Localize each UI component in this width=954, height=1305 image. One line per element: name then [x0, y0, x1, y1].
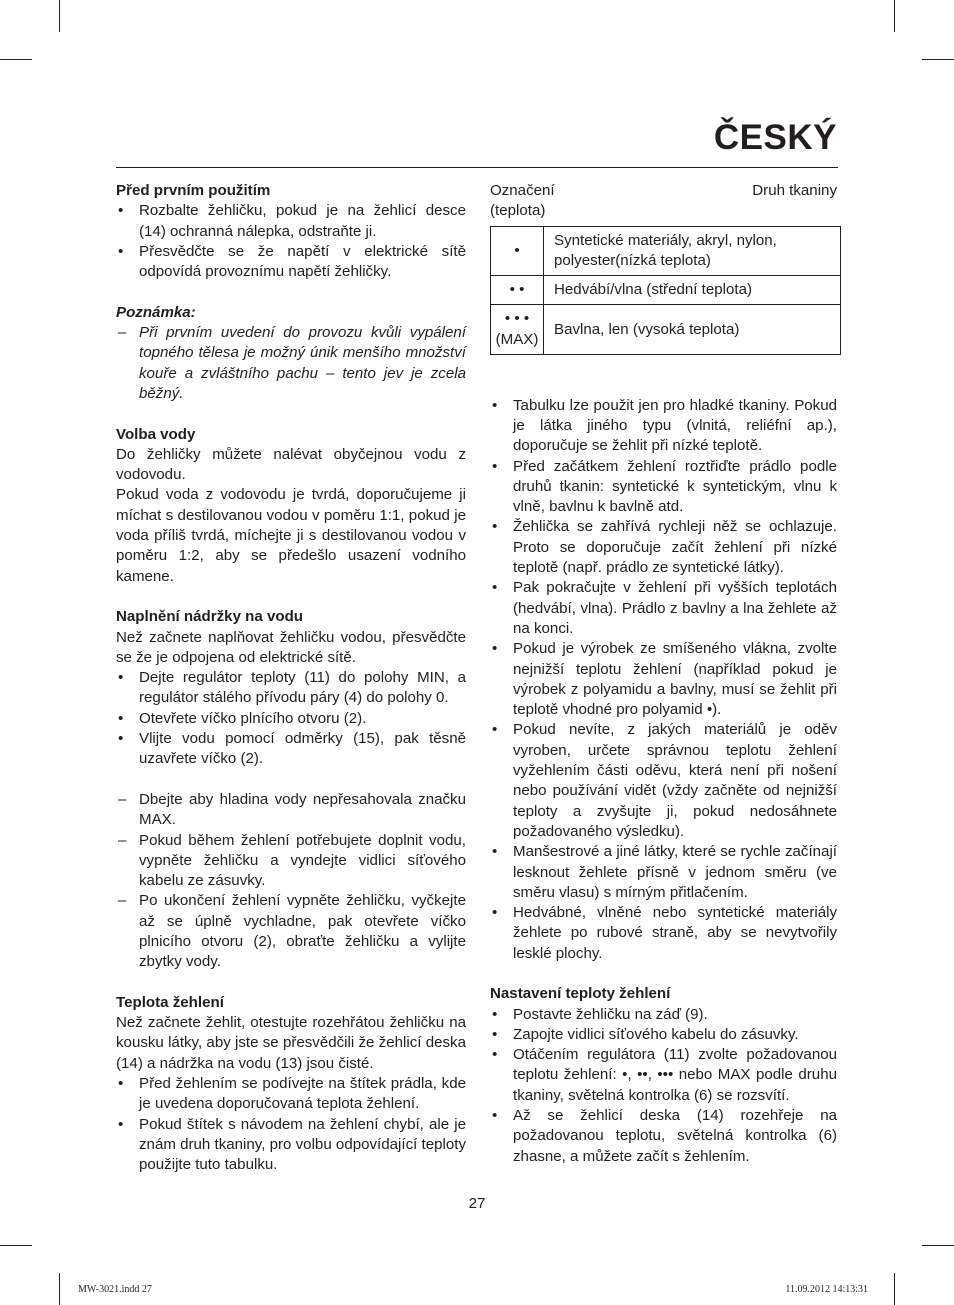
temperature-symbol: • • • [504, 310, 530, 328]
table-caption [490, 181, 837, 222]
paragraph: Pokud voda z vodovodu je tvrdá, doporučujeme ji míchat s destilovanou vodou v poměru 1:1, pokud je voda příliš tvrdá, míchejte ji s destilovanou vodou v poměru 1:2, aby se předešlo usazení vodního kamene. [116, 486, 466, 585]
bullet-list [116, 1074, 466, 1175]
crop-mark [0, 1245, 32, 1246]
dash-marker: – [118, 324, 127, 342]
crop-mark [894, 1273, 895, 1305]
list-item [490, 903, 837, 964]
right-column [490, 181, 837, 1167]
table-cell-fabric: Bavlna, len (vysoká teplota) [544, 305, 841, 355]
temperature-symbol-sub: (MAX) [495, 330, 539, 348]
list-item [490, 1106, 837, 1167]
bullet-list [116, 201, 466, 282]
list-item [490, 396, 837, 457]
temperature-table [490, 226, 841, 355]
table-cell-symbol [491, 226, 544, 276]
list-item [116, 891, 466, 972]
section-heading: Před prvním použitím [116, 182, 271, 199]
crop-mark [922, 1245, 954, 1246]
bullet-marker: • [492, 1046, 498, 1064]
bullet-marker: • [492, 640, 498, 658]
list-item [116, 668, 466, 709]
bullet-marker: • [492, 1025, 498, 1043]
temperature-symbol: • • [509, 281, 525, 299]
section-heading: Teplota žehlení [116, 993, 224, 1011]
list-item [116, 323, 466, 404]
crop-mark [0, 59, 32, 60]
dash-marker: – [118, 831, 127, 849]
bullet-marker: • [492, 904, 498, 922]
table-cell-fabric: Syntetické materiály, akryl, nylon, polyester(nízká teplota) [544, 226, 841, 276]
paragraph: Než začnete žehlit, otestujte rozehřátou žehličku na kousku látky, aby jste se přesvědčili že žehlicí deska (14) a nádržka na vodu (13) jsou čisté. [116, 1014, 466, 1072]
footer-file: MW-3021.indd 27 [78, 1284, 152, 1295]
dash-marker: – [118, 892, 127, 910]
crop-mark [59, 0, 60, 32]
list-item [490, 457, 837, 518]
section-heading: Volba vody [116, 425, 196, 443]
list-item [116, 729, 466, 770]
section-heading: Naplnění nádržky na vodu [116, 608, 304, 626]
list-item [116, 831, 466, 892]
left-column [116, 181, 466, 1176]
list-item [490, 720, 837, 842]
list-item-text: Pokud nevíte, z jakých materiálů je oděv vyroben, určete správnou teplotu žehlení vyžehlením části oděvu, která není při nošení nebo používání vidět (vždy začněte od nejnižší teploty a zvyšujte ji, pokud nedosáhnete požadovaného výsledku). [513, 721, 837, 840]
list-item-text: Hedvábné, vlněné nebo syntetické materiály žehlete po rubové straně, aby se nevytvořily lesklé plochy. [513, 904, 837, 962]
table-cell-symbol [491, 305, 544, 355]
title-rule [116, 167, 838, 168]
table-row [491, 276, 841, 305]
table-cell-symbol [491, 276, 544, 305]
bullet-marker: • [492, 1107, 498, 1125]
list-item-text: Otevřete víčko plnícího otvoru (2). [139, 709, 367, 727]
table-cell-fabric: Hedvábí/vlna (střední teplota) [544, 276, 841, 305]
bullet-list [490, 396, 837, 964]
table-head-right: Druh tkaniny [752, 182, 837, 199]
list-item-text: Dejte regulátor teploty (11) do polohy MIN, a regulátor stálého přívodu páry (4) do polohy 0. [139, 669, 466, 707]
table-head-left: Označení (teplota) [490, 182, 555, 220]
list-item-text: Pokud během žehlení potřebujete doplnit vodu, vypněte žehličku a vyndejte vidlici síťového kabelu ze zásuvky. [139, 831, 466, 890]
list-item-text: Po ukončení žehlení vypněte žehličku, vyčkejte až se úplně vychladne, pak otevřete víčko plnicího otvoru (2), obraťte žehličku a vylijte zbytky vody. [139, 892, 466, 971]
list-item-text: Manšestrové a jiné látky, které se rychle začínají lesknout žehlete přísně v jednom směru (ve směru vlasu) s mírným přitlačením. [513, 843, 837, 901]
paragraph: Než začnete naplňovat žehličku vodou, přesvědčte se že je odpojena od elektrické sítě. [116, 628, 466, 666]
footer-timestamp: 11.09.2012 14:13:31 [785, 1284, 868, 1295]
paragraph: Do žehličky můžete nalévat obyčejnou vodu z vodovodu. [116, 445, 466, 484]
bullet-marker: • [118, 242, 124, 260]
list-item [116, 242, 466, 283]
list-item-text: Pokud je výrobek ze smíšeného vlákna, zvolte nejnižší teplotu žehlení (například pokud je výrobek z polyamidu a bavlny, musí se žehlit při teplotě vhodné pro polyamid •). [513, 640, 837, 719]
bullet-marker: • [118, 1115, 124, 1133]
list-item [490, 639, 837, 720]
bullet-marker: • [118, 709, 124, 727]
list-item [490, 578, 837, 639]
crop-mark [59, 1273, 60, 1305]
section-heading: Nastavení teploty žehlení [490, 985, 671, 1003]
list-item [490, 517, 837, 578]
list-item-text: Před žehlením se podívejte na štítek prádla, kde je uvedena doporučovaná teplota žehlení. [139, 1075, 466, 1113]
list-item [116, 1115, 466, 1176]
bullet-marker: • [118, 669, 124, 687]
temperature-symbol: • [514, 241, 520, 259]
bullet-marker: • [118, 1075, 124, 1093]
bullet-list [116, 668, 466, 769]
bullet-marker: • [492, 843, 498, 861]
table-row [491, 305, 841, 355]
list-item-text: Zapojte vidlici síťového kabelu do zásuvky. [513, 1025, 799, 1043]
bullet-marker: • [492, 396, 498, 414]
dash-list [116, 790, 466, 973]
list-item-text: Vlijte vodu pomocí odměrky (15), pak těsně uzavřete víčko (2). [139, 730, 466, 768]
list-item-text: Při prvním uvedení do provozu kvůli vypálení topného tělesa je možný únik menšího množství kouře a zvláštního pachu – tento jev je zcela běžný. [139, 324, 466, 402]
bullet-list [490, 1005, 837, 1167]
bullet-marker: • [492, 457, 498, 475]
table-row [491, 226, 841, 276]
list-item-text: Pokud štítek s návodem na žehlení chybí, ale je znám druh tkaniny, pro volbu odpovídající teploty použijte tuto tabulku. [139, 1115, 466, 1174]
bullet-marker: • [118, 202, 124, 220]
list-item [490, 1005, 837, 1025]
list-item [116, 790, 466, 831]
bullet-marker: • [492, 579, 498, 597]
note-heading: Poznámka: [116, 303, 196, 321]
list-item-text: Pak pokračujte v žehlení při vyšších teplotách (hedvábí, vlna). Prádlo z bavlny a lna žehlete až na konci. [513, 579, 837, 637]
list-item [116, 201, 466, 242]
list-item-text: Až se žehlicí deska (14) rozehřeje na požadovanou teplotu, světelná kontrolka (6) zhasne, a můžete začít s žehlením. [513, 1107, 837, 1165]
list-item-text: Před začátkem žehlení roztřiďte prádlo podle druhů tkanin: syntetické k syntetickým, vlnu k vlně, bavlnu k bavlně atd. [513, 457, 837, 516]
page-title: ČESKÝ [713, 118, 837, 157]
list-item-text: Postavte žehličku na záď (9). [513, 1005, 708, 1023]
bullet-marker: • [492, 518, 498, 536]
list-item [116, 1074, 466, 1115]
crop-mark [894, 0, 895, 32]
list-item-text: Dbejte aby hladina vody nepřesahovala značku MAX. [139, 790, 466, 829]
list-item-text: Rozbalte žehličku, pokud je na žehlicí desce (14) ochranná nálepka, odstraňte ji. [139, 202, 466, 240]
list-item [490, 842, 837, 903]
dash-marker: – [118, 790, 127, 808]
dash-list [116, 323, 466, 404]
list-item-text: Žehlička se zahřívá rychleji něž se ochlazuje. Proto se doporučuje začít žehlení při nízké teplotě (např. prádlo ze syntetické látky). [513, 518, 837, 577]
list-item [116, 709, 466, 729]
page-number: 27 [468, 1195, 486, 1212]
list-item [490, 1045, 837, 1106]
list-item-text: Otáčením regulátora (11) zvolte požadovanou teplotu žehlení: •, ••, ••• nebo MAX podle druhu tkaniny, světelná kontrolka (6) se rozsvítí. [513, 1046, 837, 1104]
list-item [490, 1025, 837, 1045]
crop-mark [922, 59, 954, 60]
bullet-marker: • [492, 1005, 498, 1023]
bullet-marker: • [118, 730, 124, 748]
list-item-text: Přesvědčte se že napětí v elektrické sítě odpovídá provoznímu napětí žehličky. [139, 242, 466, 281]
bullet-marker: • [492, 721, 498, 739]
list-item-text: Tabulku lze použit jen pro hladké tkaniny. Pokud je látka jiného typu (vlnitá, reliéfní ap.), doporučuje se žehlit při nízké teplotě. [513, 396, 837, 455]
